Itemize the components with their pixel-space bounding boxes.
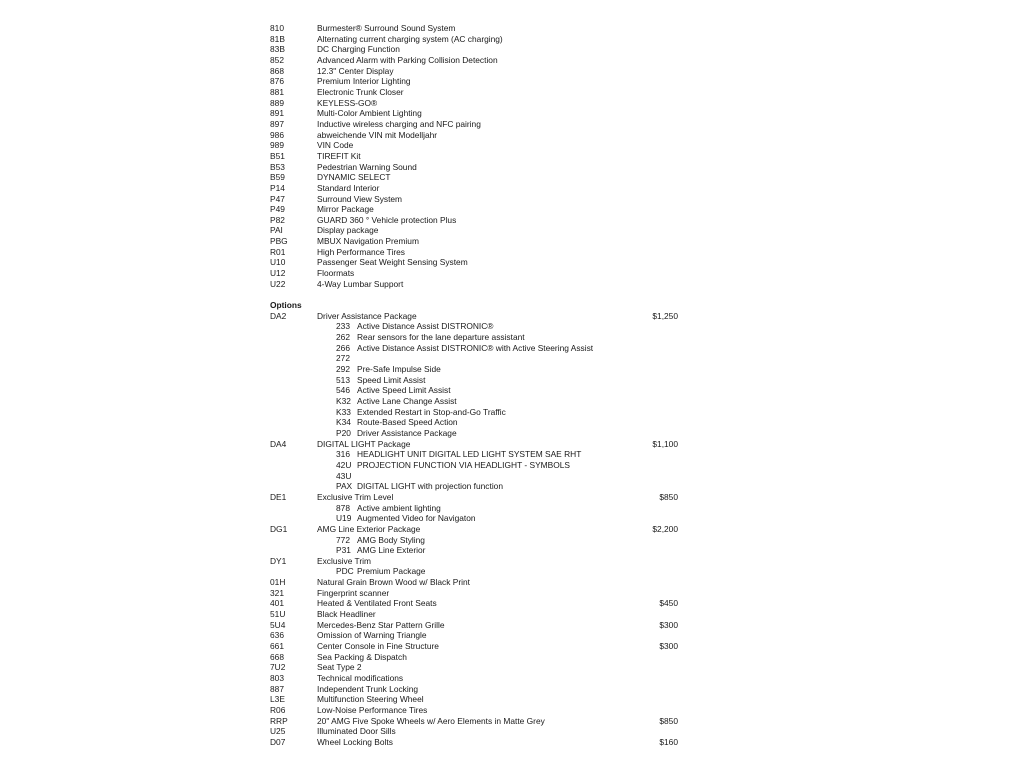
option-row [270, 652, 690, 663]
equipment-code: 83B [270, 44, 285, 55]
option-description: Wheel Locking Bolts [317, 736, 393, 747]
equipment-description: abweichende VIN mit Modelljahr [317, 129, 438, 140]
equipment-description: Multi-Color Ambient Lighting [317, 108, 422, 119]
subitem-code: 316 [336, 449, 350, 460]
equipment-description: Electronic Trunk Closer [317, 86, 404, 97]
option-subitem-row [270, 503, 690, 514]
equipment-code: 876 [270, 76, 284, 87]
equipment-row [270, 108, 690, 119]
equipment-row [270, 151, 690, 162]
option-description: Heated & Ventilated Front Seats [317, 598, 437, 609]
equipment-row [270, 194, 690, 205]
equipment-code: P49 [270, 204, 285, 215]
option-row [270, 556, 690, 567]
subitem-description: PROJECTION FUNCTION VIA HEADLIGHT - SYMBOLS [357, 459, 570, 470]
option-subitem-row [270, 428, 690, 439]
equipment-row [270, 119, 690, 130]
subitem-code: 43U [336, 470, 352, 481]
equipment-description: 12.3" Center Display [317, 65, 394, 76]
option-code: 803 [270, 673, 284, 684]
equipment-description: Advanced Alarm with Parking Collision Detection [317, 54, 498, 65]
equipment-row [270, 130, 690, 141]
equipment-code: P14 [270, 182, 285, 193]
option-subitem-row [270, 385, 690, 396]
equipment-description: MBUX Navigation Premium [317, 236, 419, 247]
subitem-code: 266 [336, 342, 350, 353]
option-description: Technical modifications [317, 673, 404, 684]
option-row [270, 598, 690, 609]
standard-equipment-list [270, 23, 690, 289]
option-code: 7U2 [270, 662, 286, 673]
subitem-code: K33 [336, 406, 351, 417]
equipment-row [270, 34, 690, 45]
equipment-row [270, 23, 690, 34]
equipment-description: KEYLESS-GO® [317, 97, 378, 108]
option-description: Low-Noise Performance Tires [317, 705, 428, 715]
equipment-code: P82 [270, 214, 285, 225]
option-code: 01H [270, 577, 286, 588]
option-code: DA2 [270, 310, 287, 321]
option-price: $1,100 [652, 438, 678, 449]
option-description: Fingerprint scanner [317, 587, 390, 598]
option-description: Independent Trunk Locking [317, 683, 419, 694]
option-description: Driver Assistance Package [317, 310, 417, 321]
equipment-row [270, 225, 690, 236]
subitem-code: 513 [336, 374, 350, 385]
option-row [270, 588, 690, 599]
option-price: $160 [659, 736, 678, 747]
equipment-code: PBG [270, 236, 288, 247]
option-subitem-row [270, 396, 690, 407]
option-subitem-row [270, 343, 690, 354]
option-subitem-row [270, 364, 690, 375]
option-row [270, 694, 690, 705]
option-code: R06 [270, 705, 286, 715]
option-code: 636 [270, 630, 284, 641]
option-description: Illuminated Door Sills [317, 726, 396, 737]
equipment-description: 4-Way Lumbar Support [317, 278, 404, 289]
subitem-description: Augmented Video for Navigaton [357, 513, 476, 524]
equipment-row [270, 162, 690, 173]
equipment-row [270, 66, 690, 77]
option-price: $450 [659, 598, 678, 609]
equipment-code: 810 [270, 23, 284, 33]
equipment-row [270, 140, 690, 151]
option-row [270, 716, 690, 727]
option-code: DA4 [270, 438, 287, 449]
subitem-code: 878 [336, 502, 350, 513]
equipment-row [270, 55, 690, 66]
subitem-description: Active Lane Change Assist [357, 395, 457, 406]
equipment-code: 897 [270, 118, 284, 129]
subitem-description: Route-Based Speed Action [357, 417, 458, 428]
equipment-code: R01 [270, 246, 286, 257]
option-code: U25 [270, 726, 286, 737]
option-code: DY1 [270, 555, 287, 566]
equipment-description: Burmester® Surround Sound System [317, 23, 456, 33]
option-price: $300 [659, 641, 678, 652]
option-description: Omission of Warning Triangle [317, 630, 427, 641]
option-row [270, 684, 690, 695]
subitem-code: K34 [336, 417, 351, 428]
subitem-description: DIGITAL LIGHT with projection function [357, 481, 504, 492]
option-row [270, 439, 690, 450]
option-subitem-row [270, 460, 690, 471]
subitem-description: Active Speed Limit Assist [357, 385, 451, 396]
option-row [270, 524, 690, 535]
option-subitem-row [270, 375, 690, 386]
option-row [270, 577, 690, 588]
option-subitem-row [270, 471, 690, 482]
option-row [270, 609, 690, 620]
subitem-description: Driver Assistance Package [357, 427, 457, 438]
equipment-description: Premium Interior Lighting [317, 76, 411, 87]
subitem-description: HEADLIGHT UNIT DIGITAL LED LIGHT SYSTEM SAE RHT [357, 449, 582, 460]
option-subitem-row [270, 535, 690, 546]
subitem-description: Extended Restart in Stop-and-Go Traffic [357, 406, 506, 417]
equipment-description: Pedestrian Warning Sound [317, 161, 417, 172]
subitem-description: Active Distance Assist DISTRONIC® [357, 321, 494, 332]
option-row [270, 737, 690, 748]
option-description: Exclusive Trim Level [317, 491, 394, 502]
option-code: 51U [270, 609, 286, 620]
subitem-code: P31 [336, 545, 351, 556]
option-code: 668 [270, 651, 284, 662]
equipment-code: 881 [270, 86, 284, 97]
subitem-code: K32 [336, 395, 351, 406]
option-row [270, 492, 690, 503]
equipment-description: GUARD 360 ° Vehicle protection Plus [317, 214, 457, 225]
option-subitem-row [270, 417, 690, 428]
equipment-code: 891 [270, 108, 284, 119]
subitem-description: Active ambient lighting [357, 502, 441, 513]
equipment-description: High Performance Tires [317, 246, 405, 257]
subitem-description: Active Distance Assist DISTRONIC® with Active Steering Assist [357, 342, 594, 353]
option-row [270, 662, 690, 673]
option-row [270, 705, 690, 716]
subitem-description: Premium Package [357, 566, 426, 577]
option-code: 401 [270, 598, 284, 609]
option-code: 887 [270, 683, 284, 694]
equipment-description: Inductive wireless charging and NFC pairing [317, 118, 481, 129]
equipment-description: DYNAMIC SELECT [317, 172, 391, 183]
option-code: 5U4 [270, 619, 286, 630]
equipment-code: 852 [270, 54, 284, 65]
equipment-code: 989 [270, 140, 284, 151]
section-gap [270, 289, 690, 300]
option-description: Exclusive Trim [317, 555, 371, 566]
subitem-description: AMG Line Exterior [357, 545, 426, 556]
option-price: $300 [659, 619, 678, 630]
equipment-row [270, 87, 690, 98]
options-heading: Options [270, 300, 302, 311]
equipment-description: Display package [317, 225, 379, 236]
equipment-description: TIREFIT Kit [317, 150, 361, 161]
option-row [270, 620, 690, 631]
equipment-description: Standard Interior [317, 182, 380, 193]
equipment-description: Floormats [317, 268, 355, 279]
equipment-code: B51 [270, 150, 285, 161]
equipment-row [270, 183, 690, 194]
option-subitem-row [270, 353, 690, 364]
equipment-code: U22 [270, 278, 286, 289]
option-row [270, 311, 690, 322]
subitem-code: 292 [336, 364, 350, 374]
subitem-code: 272 [336, 353, 350, 364]
subitem-description: Rear sensors for the lane departure assistant [357, 332, 525, 343]
subitem-code: P20 [336, 427, 351, 438]
option-price: $1,250 [652, 310, 678, 321]
equipment-code: B59 [270, 172, 285, 183]
equipment-row [270, 76, 690, 87]
equipment-description: VIN Code [317, 140, 354, 151]
equipment-description: Mirror Package [317, 204, 374, 215]
subitem-code: 546 [336, 385, 350, 396]
equipment-description: DC Charging Function [317, 44, 400, 55]
option-code: D07 [270, 736, 286, 747]
option-row [270, 726, 690, 737]
option-subitem-row [270, 545, 690, 556]
subitem-description: Pre-Safe Impulse Side [357, 364, 441, 374]
option-subitem-row [270, 449, 690, 460]
option-description: Mercedes-Benz Star Pattern Grille [317, 619, 445, 630]
option-description: Seat Type 2 [317, 662, 362, 673]
equipment-description: Alternating current charging system (AC charging) [317, 33, 503, 44]
option-row [270, 641, 690, 652]
subitem-code: 42U [336, 459, 352, 470]
equipment-code: U12 [270, 268, 286, 279]
option-subitem-row [270, 481, 690, 492]
subitem-code: U19 [336, 513, 352, 524]
options-document [270, 23, 690, 748]
subitem-code: 233 [336, 321, 350, 332]
equipment-code: PAI [270, 225, 283, 236]
option-description: Center Console in Fine Structure [317, 641, 439, 652]
subitem-description: AMG Body Styling [357, 534, 425, 545]
equipment-row [270, 279, 690, 290]
option-description: Natural Grain Brown Wood w/ Black Print [317, 577, 470, 588]
equipment-row [270, 268, 690, 279]
subitem-code: PAX [336, 481, 353, 492]
equipment-code: B53 [270, 161, 285, 172]
option-code: L3E [270, 694, 285, 705]
option-description: DIGITAL LIGHT Package [317, 438, 411, 449]
option-row [270, 630, 690, 641]
option-subitem-row [270, 332, 690, 343]
equipment-code: U10 [270, 257, 286, 268]
option-price: $2,200 [652, 523, 678, 534]
subitem-code: 772 [336, 534, 350, 545]
equipment-code: P47 [270, 193, 285, 204]
equipment-row [270, 247, 690, 258]
option-row [270, 673, 690, 684]
equipment-description: Passenger Seat Weight Sensing System [317, 257, 468, 268]
equipment-row [270, 204, 690, 215]
option-code: DG1 [270, 523, 288, 534]
equipment-row [270, 236, 690, 247]
equipment-row [270, 257, 690, 268]
option-code: RRP [270, 715, 288, 726]
equipment-code: 868 [270, 65, 284, 76]
subitem-code: 262 [336, 332, 350, 343]
option-description: Sea Packing & Dispatch [317, 651, 407, 662]
option-price: $850 [659, 491, 678, 502]
option-subitem-row [270, 321, 690, 332]
option-code: DE1 [270, 491, 287, 502]
option-price: $850 [659, 715, 678, 726]
equipment-code: 889 [270, 97, 284, 108]
equipment-row [270, 172, 690, 183]
equipment-row [270, 215, 690, 226]
option-code: 321 [270, 587, 284, 598]
subitem-code: PDC [336, 566, 354, 577]
equipment-code: 986 [270, 129, 284, 140]
option-description: AMG Line Exterior Package [317, 523, 421, 534]
equipment-row [270, 44, 690, 55]
options-list [270, 311, 690, 748]
option-subitem-row [270, 566, 690, 577]
option-code: 661 [270, 641, 284, 652]
option-description: 20" AMG Five Spoke Wheels w/ Aero Elements in Matte Grey [317, 715, 545, 726]
option-description: Black Headliner [317, 609, 376, 620]
option-description: Multifunction Steering Wheel [317, 694, 424, 705]
equipment-description: Surround View System [317, 193, 403, 204]
option-subitem-row [270, 513, 690, 524]
subitem-description: Speed Limit Assist [357, 374, 426, 385]
equipment-code: 81B [270, 33, 285, 44]
equipment-row [270, 98, 690, 109]
option-subitem-row [270, 407, 690, 418]
